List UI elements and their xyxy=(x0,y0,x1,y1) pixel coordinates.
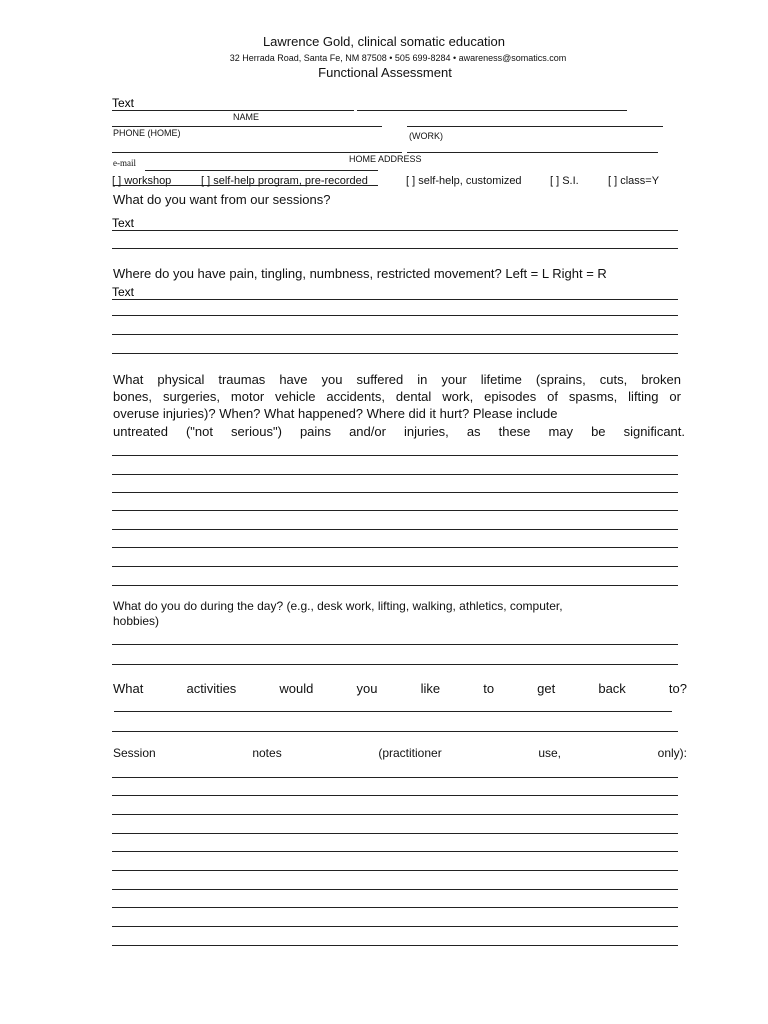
work-label: (WORK) xyxy=(409,131,443,141)
email-label: e-mail xyxy=(113,158,136,168)
answer-line xyxy=(112,585,678,586)
name-input-2[interactable] xyxy=(357,96,627,111)
activities-question: What activities would you like to get back to? xyxy=(113,681,687,696)
home-address-label: HOME ADDRESS xyxy=(349,154,422,164)
answer-line xyxy=(112,529,678,530)
answer-line xyxy=(112,814,678,815)
answer-line xyxy=(112,777,678,778)
form-title: Functional Assessment xyxy=(318,65,452,80)
option-si[interactable]: [ ] S.I. xyxy=(550,175,579,187)
sessions-answer-input[interactable] xyxy=(112,216,678,231)
answer-line xyxy=(112,455,678,456)
organization-name: Lawrence Gold, clinical somatic education xyxy=(262,34,506,49)
answer-line xyxy=(112,870,678,871)
answer-line xyxy=(345,170,378,171)
answer-line xyxy=(112,833,678,834)
answer-line xyxy=(112,353,678,354)
answer-line xyxy=(112,334,678,335)
sessions-question: What do you want from our sessions? xyxy=(113,192,331,207)
name-label: NAME xyxy=(233,112,260,122)
option-workshop[interactable]: [ ] workshop xyxy=(112,175,172,187)
trauma-question-line-2: bones, surgeries, motor vehicle accidents, dental work, episodes of spasms, lifting or xyxy=(113,389,681,404)
answer-line xyxy=(112,644,678,645)
answer-line xyxy=(112,315,678,316)
answer-line xyxy=(112,731,678,732)
answer-line xyxy=(112,492,678,493)
pain-answer-input[interactable] xyxy=(112,285,678,300)
answer-line xyxy=(112,945,678,946)
option-self-help-customized[interactable]: [ ] self-help, customized xyxy=(406,175,522,187)
answer-line xyxy=(112,566,678,567)
answer-line xyxy=(112,926,678,927)
work-phone-input[interactable] xyxy=(407,138,658,153)
phone-home-input[interactable] xyxy=(112,138,402,153)
email-input[interactable] xyxy=(145,156,345,171)
trauma-question-line-3: overuse injuries)? When? What happened? Where did it hurt? Please include xyxy=(113,406,558,421)
option-class[interactable]: [ ] class=Y xyxy=(608,175,660,187)
answer-line xyxy=(114,711,672,712)
answer-line xyxy=(112,907,678,908)
answer-line xyxy=(112,664,678,665)
answer-line xyxy=(112,474,678,475)
day-question-line-2: hobbies) xyxy=(113,614,160,628)
answer-line xyxy=(407,126,663,127)
answer-line xyxy=(112,547,678,548)
option-self-help-prerecorded[interactable]: [ ] self-help program, pre-recorded xyxy=(201,175,368,187)
answer-line xyxy=(112,248,678,249)
organization-address: 32 Herrada Road, Santa Fe, NM 87508 • 505 699-8284 • awareness@somatics.com xyxy=(229,53,567,63)
trauma-question-line-4: untreated ("not serious") pains and/or injuries, as these may be significant. xyxy=(113,424,685,439)
phone-home-label: PHONE (HOME) xyxy=(113,128,181,138)
trauma-question-line-1: What physical traumas have you suffered in your lifetime (sprains, cuts, broken xyxy=(113,372,681,387)
day-question-line-1: What do you do during the day? (e.g., desk work, lifting, walking, athletics, computer, xyxy=(113,599,563,613)
answer-line xyxy=(112,851,678,852)
pain-question: Where do you have pain, tingling, numbness, restricted movement? Left = L Right = R xyxy=(113,266,607,281)
answer-line xyxy=(112,795,678,796)
name-input[interactable] xyxy=(112,96,354,111)
answer-line xyxy=(112,126,382,127)
answer-line xyxy=(112,889,678,890)
session-notes-label: Session notes (practitioner use, only): xyxy=(113,746,687,760)
answer-line xyxy=(112,510,678,511)
